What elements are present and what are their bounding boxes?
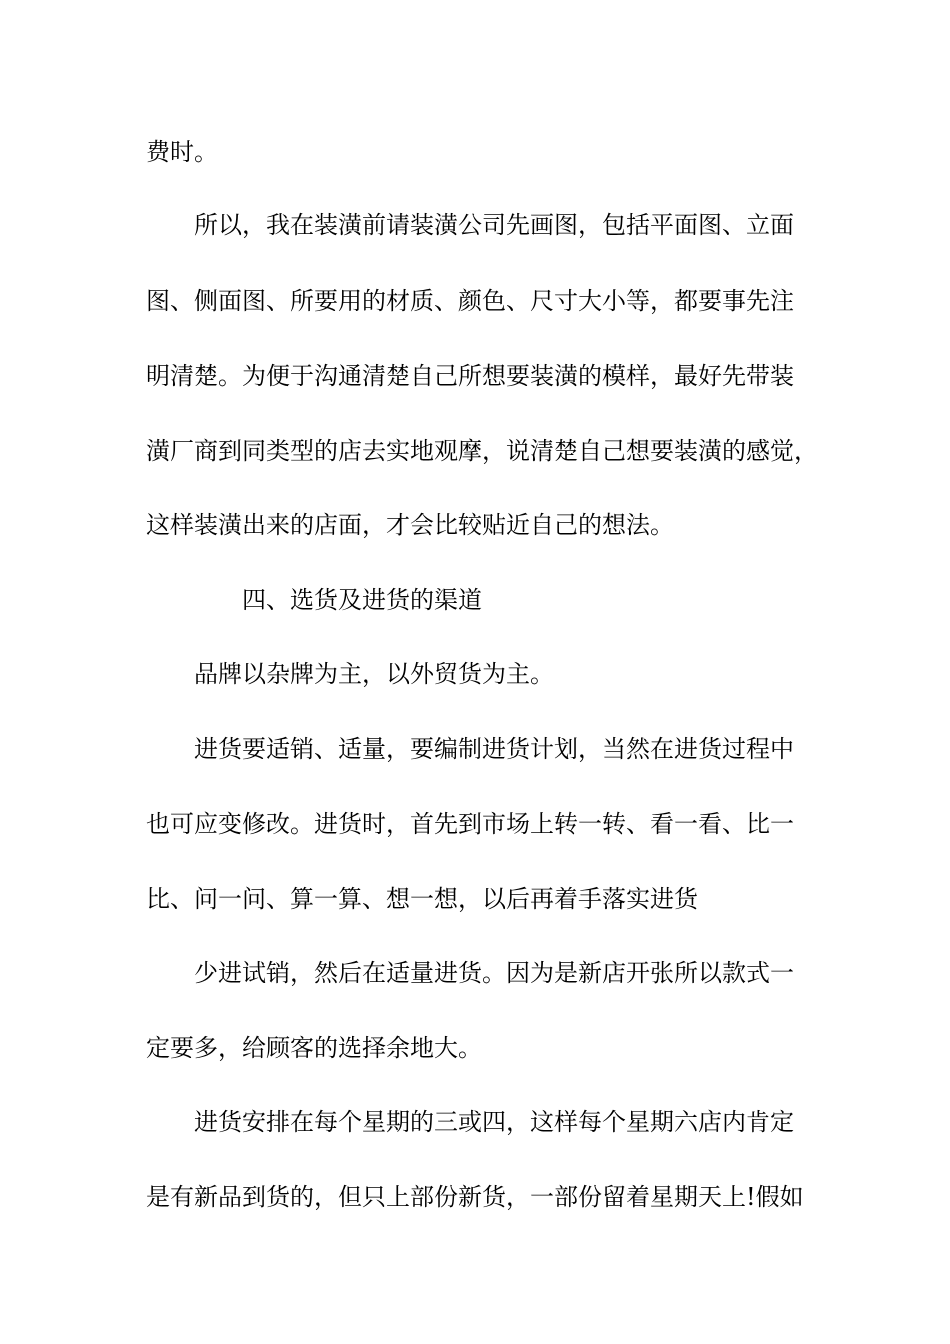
paragraph-line: 比、问一问、算一算、想一想，以后再着手落实进货 <box>146 885 698 913</box>
paragraph-line: 品牌以杂牌为主，以外贸货为主。 <box>194 660 554 688</box>
paragraph-line: 进货安排在每个星期的三或四，这样每个星期六店内肯定 <box>194 1108 794 1136</box>
paragraph-line: 进货要适销、适量，要编制进货计划，当然在进货过程中 <box>194 735 794 763</box>
paragraph-line: 明清楚。为便于沟通清楚自己所想要装潢的模样，最好先带装 <box>146 362 794 390</box>
paragraph-line: 也可应变修改。进货时，首先到市场上转一转、看一看、比一 <box>146 810 794 838</box>
paragraph-line: 定要多，给顾客的选择余地大。 <box>146 1034 482 1062</box>
section-heading: 四、选货及进货的渠道 <box>242 586 482 614</box>
paragraph-line: 是有新品到货的，但只上部份新货，一部份留着星期天上!假如 <box>146 1183 804 1211</box>
paragraph-line: 少进试销，然后在适量进货。因为是新店开张所以款式一 <box>194 959 794 987</box>
paragraph-line: 这样装潢出来的店面，才会比较贴近自己的想法。 <box>146 511 674 539</box>
paragraph-line: 图、侧面图、所要用的材质、颜色、尺寸大小等，都要事先注 <box>146 287 794 315</box>
paragraph-line: 所以，我在装潢前请装潢公司先画图，包括平面图、立面 <box>194 211 794 239</box>
paragraph-line: 潢厂商到同类型的店去实地观摩，说清楚自己想要装潢的感觉， <box>146 437 818 465</box>
paragraph-line: 费时。 <box>146 138 218 166</box>
